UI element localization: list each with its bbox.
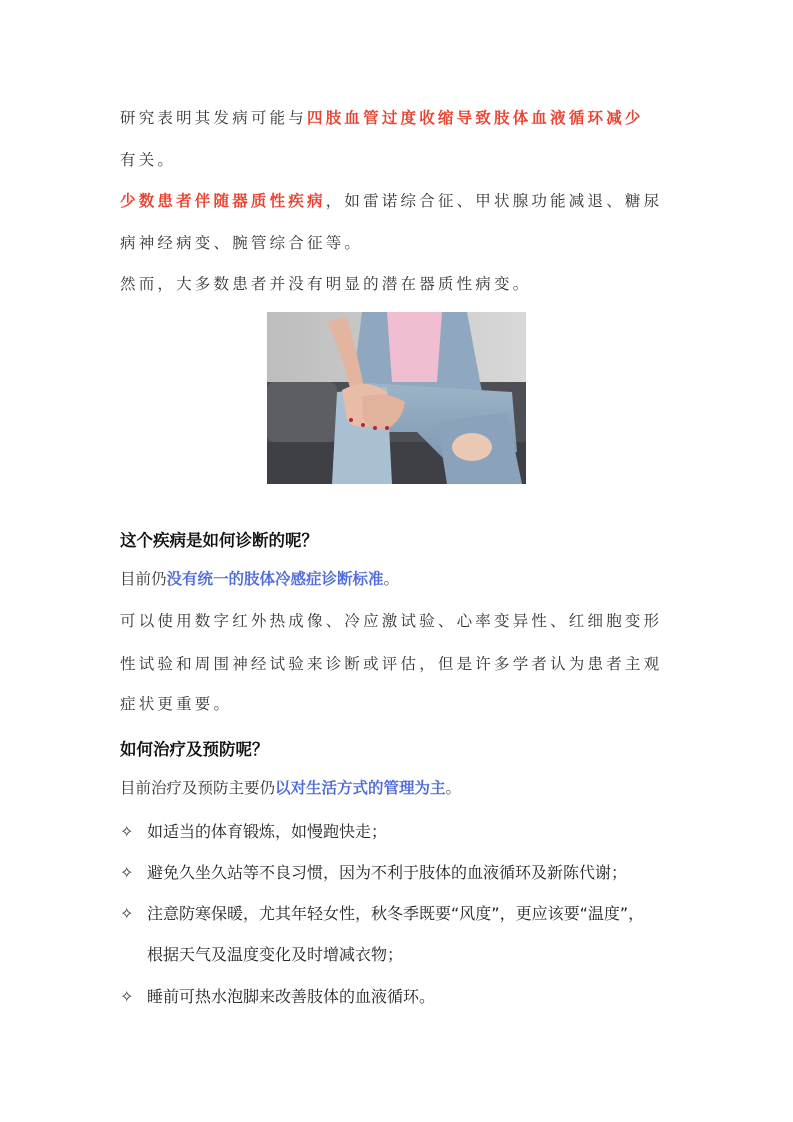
list-item <box>120 903 644 925</box>
list-item-continuation: 根据天气及温度变化及时增减衣物； <box>147 945 404 964</box>
sparkle-bullet-icon: ✧ <box>120 904 134 923</box>
sparkle-bullet-icon: ✧ <box>120 987 134 1006</box>
paragraph-diagnosis-line2: 性试验和周围神经试验来诊断或评估，但是许多学者认为患者主观 <box>120 655 663 673</box>
heading-diagnosis: 这个疾病是如何诊断的呢？ <box>120 531 318 550</box>
text-normal: 。 <box>445 779 462 797</box>
list-item <box>120 821 387 843</box>
paragraph-pathogenesis-line1 <box>120 107 644 129</box>
text-normal: 。 <box>383 570 400 588</box>
text-emphasis-blue: 没有统一的肢体冷感症诊断标准 <box>166 570 384 588</box>
sparkle-bullet-icon: ✧ <box>120 822 134 841</box>
text-emphasis-blue: 以对生活方式的管理为主 <box>275 779 446 797</box>
text-emphasis-red: 少数患者伴随器质性疾病 <box>120 192 326 210</box>
text-normal: ，如雷诺综合征、甲状腺功能减退、糖尿 <box>325 192 663 210</box>
paragraph-organic-line2: 病神经病变、腕管综合征等。 <box>120 234 364 252</box>
list-item <box>120 862 627 884</box>
heading-treatment: 如何治疗及预防呢？ <box>120 740 269 759</box>
list-item-text: 注意防寒保暖，尤其年轻女性，秋冬季既要“风度”，更应该要“温度”， <box>147 904 645 923</box>
paragraph-diagnosis-line1: 可以使用数字红外热成像、冷应激试验、心率变异性、红细胞变形 <box>120 612 663 630</box>
text-normal: 目前仍 <box>120 570 167 588</box>
paragraph-no-lesion: 然而，大多数患者并没有明显的潜在器质性病变。 <box>120 275 532 293</box>
photo-illustration <box>267 312 526 484</box>
text-normal: 研究表明其发病可能与 <box>120 109 308 127</box>
list-item-text: 避免久坐久站等不良习惯，因为不利于肢体的血液循环及新陈代谢； <box>147 863 628 882</box>
paragraph-pathogenesis-line2: 有关。 <box>120 151 177 169</box>
list-item-text: 如适当的体育锻炼，如慢跑快走； <box>147 822 388 841</box>
paragraph-diagnosis-line3: 症状更重要。 <box>120 695 233 713</box>
paragraph-no-standard <box>120 568 399 590</box>
paragraph-organic-line1 <box>120 190 662 212</box>
list-item-text: 睡前可热水泡脚来改善肢体的血液循环。 <box>147 987 436 1006</box>
knee-pain-photo <box>267 312 526 484</box>
text-normal: 目前治疗及预防主要仍 <box>120 779 276 797</box>
text-emphasis-red: 四肢血管过度收缩导致肢体血液循环减少 <box>307 109 644 127</box>
sparkle-bullet-icon: ✧ <box>120 863 134 882</box>
paragraph-lifestyle <box>120 777 461 799</box>
list-item <box>120 986 435 1008</box>
